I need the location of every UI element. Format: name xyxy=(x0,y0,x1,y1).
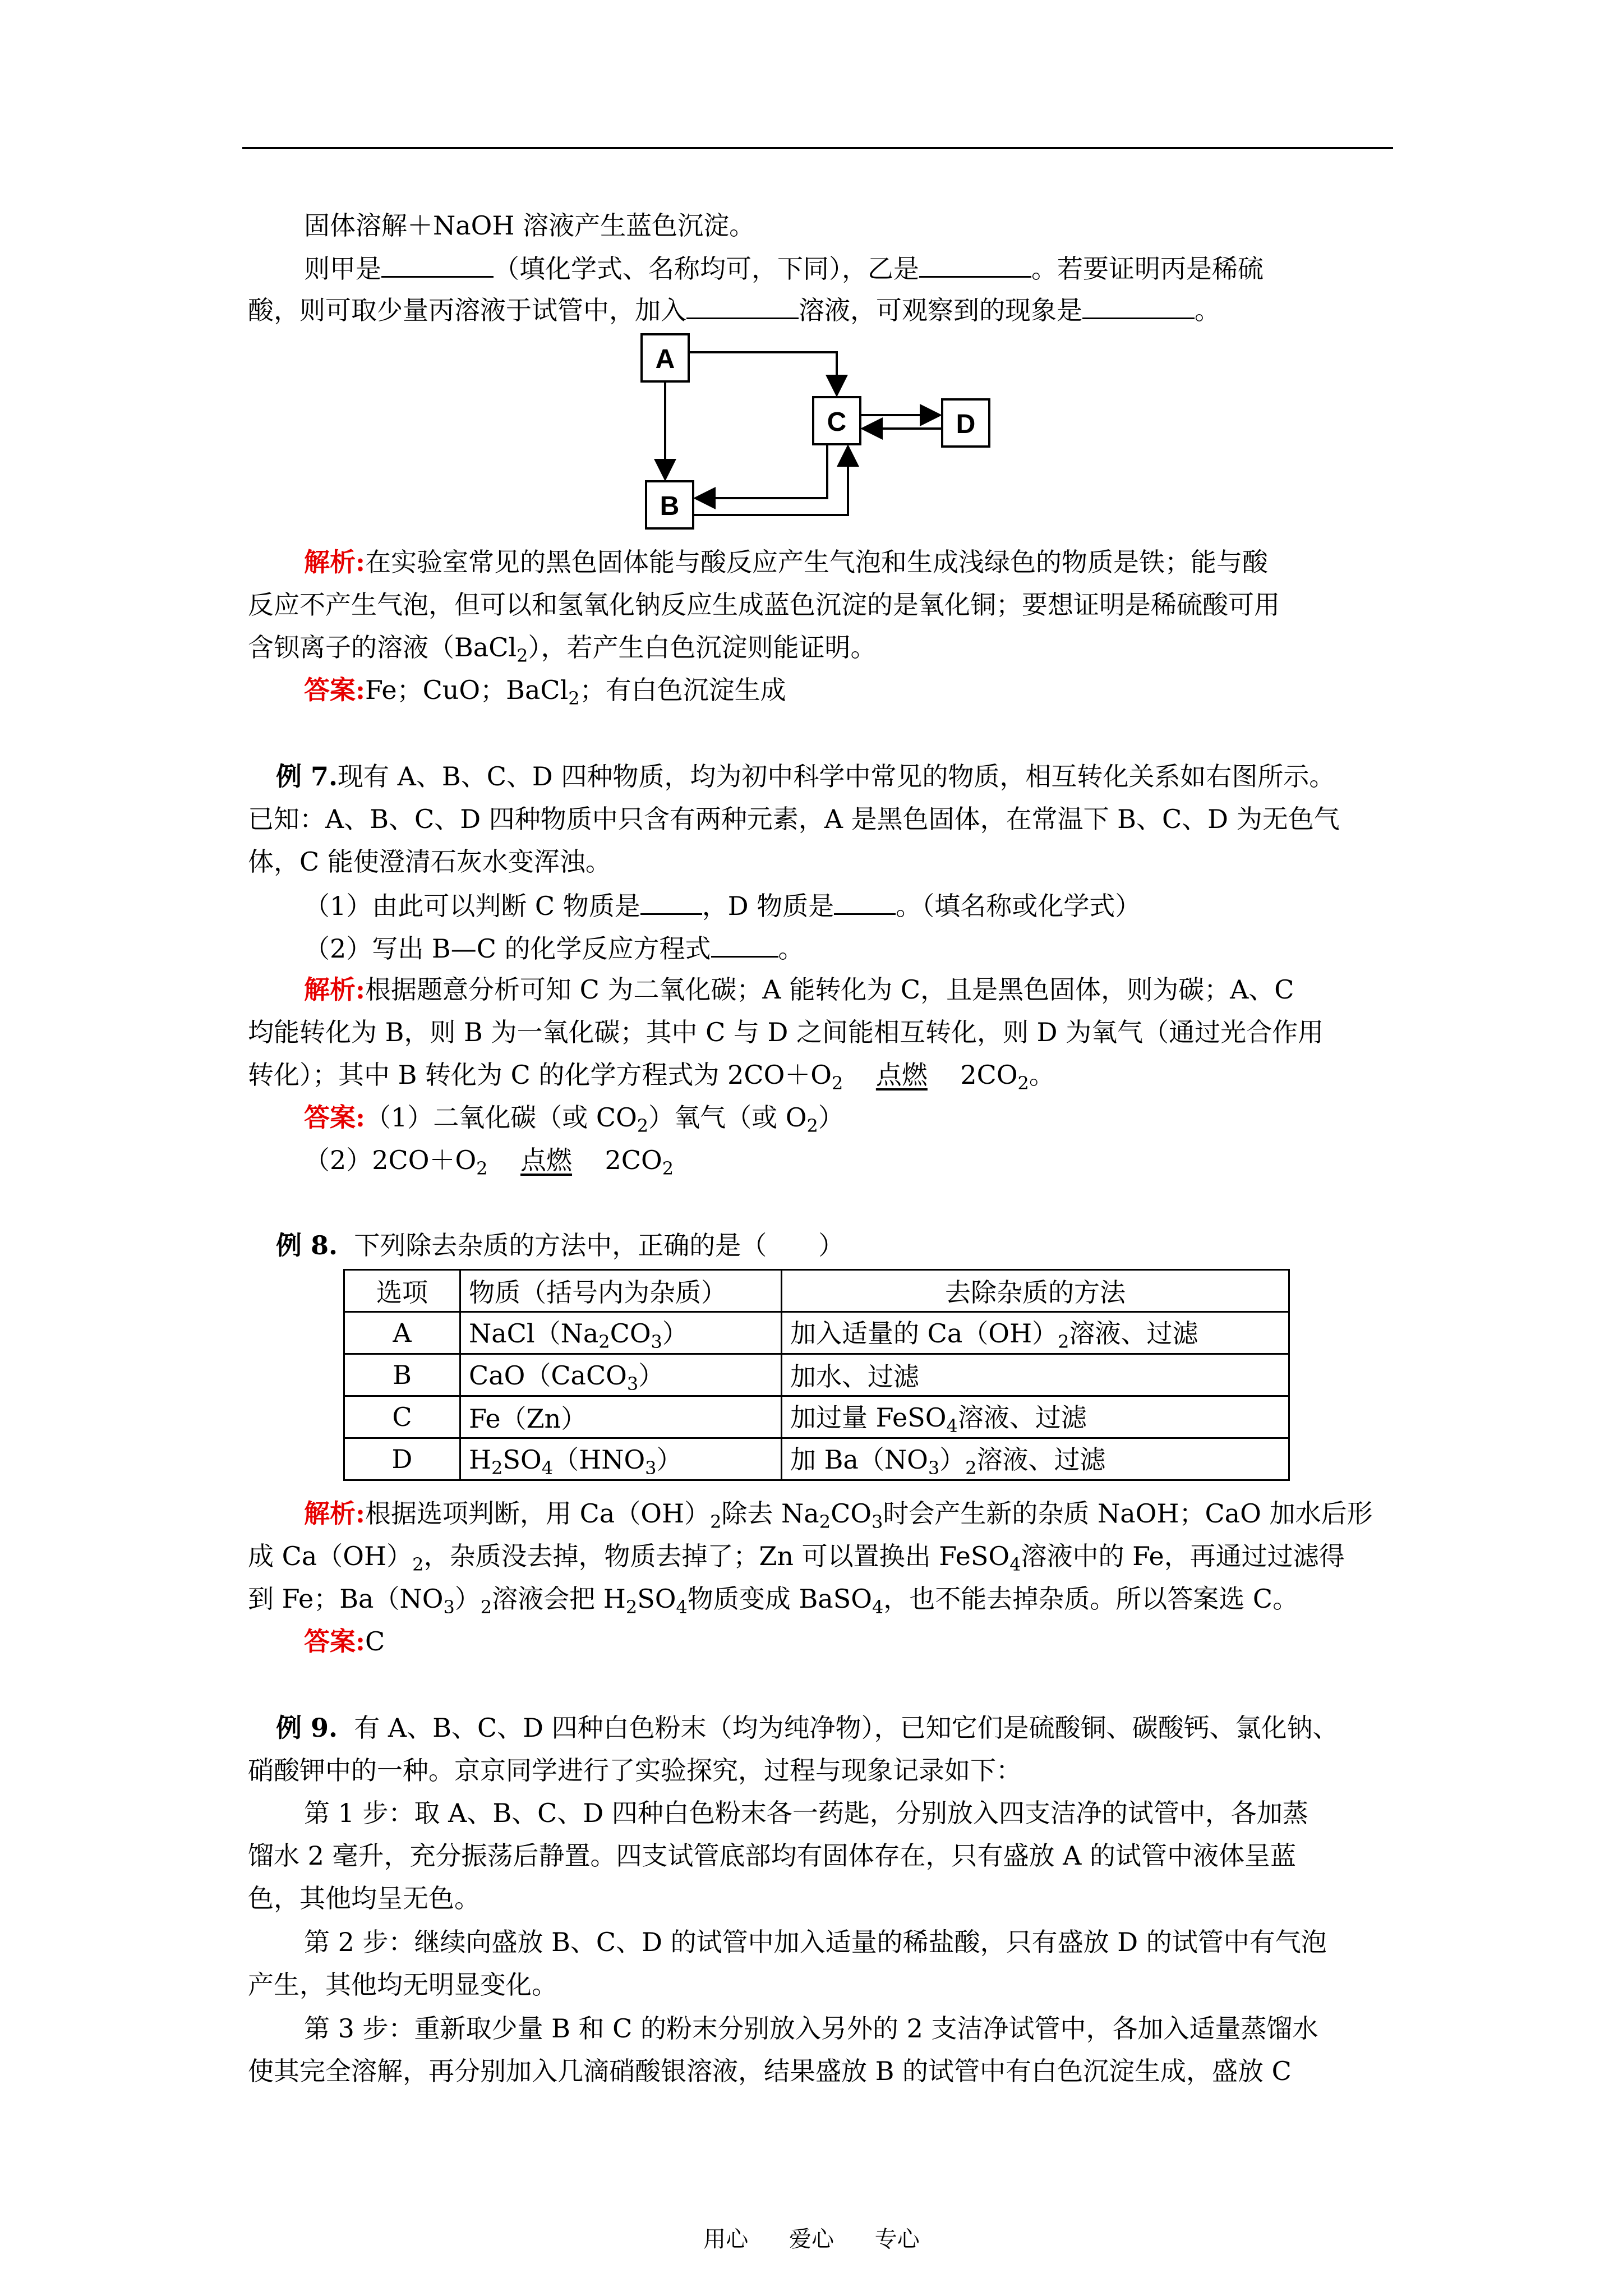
step-line: 使其完全溶解，再分别加入几滴硝酸银溶液，结果盛放 B 的试管中有白色沉淀生成，盛放 C xyxy=(248,2056,1292,2086)
label-c: C xyxy=(827,407,847,437)
answer-blank xyxy=(640,887,702,915)
label-d: D xyxy=(956,409,976,439)
question-line: （2）写出 B—C 的化学反应方程式 。 xyxy=(304,930,1392,965)
answer-blank xyxy=(834,887,896,915)
table-row xyxy=(344,1396,1289,1438)
answer-blank xyxy=(381,250,494,278)
table-header: 物质（括号内为杂质） xyxy=(460,1270,782,1312)
example-8-line: 例 8. 下列除去杂质的方法中，正确的是（ ） xyxy=(276,1230,845,1260)
table-cell: C xyxy=(344,1396,460,1438)
answer-line: $(2)2CO+O_2$ 点燃 $2CO_2$ xyxy=(304,1145,674,1179)
analysis-line: 解析:在实验室常见的黑色固体能与酸反应产生气泡和生成浅绿色的物质是铁；能与酸 xyxy=(304,547,1268,577)
analysis-line: 解析:根据题意分析可知 C 为二氧化碳；A 能转化为 C，且是黑色固体，则为碳；A、C xyxy=(304,974,1294,1005)
analysis-line: 含钡离子的溶液（BaCl$_2$），若产生白色沉淀则能证明。 xyxy=(248,632,877,666)
step-line: 第 2 步：继续向盛放 B、C、D 的试管中加入适量的稀盐酸，只有盛放 D 的试管中有气泡 xyxy=(304,1927,1327,1957)
text-line: 固体溶解＋NaOH 溶液产生蓝色沉淀。 xyxy=(304,210,755,241)
table-row xyxy=(344,1354,1289,1396)
answer-blank xyxy=(686,292,799,319)
arrow-c-to-b xyxy=(698,444,827,498)
table-cell: Fe（Zn） xyxy=(460,1396,782,1438)
step-line: 馏水 2 毫升，充分振荡后静置。四支试管底部均有固体存在，只有盛放 A 的试管中液体呈蓝 xyxy=(248,1841,1296,1871)
example-7-line: 例 7.现有 A、B、C、D 四种物质，均为初中科学中常见的物质，相互转化关系如右图所示。 xyxy=(276,761,1335,792)
answer-blank xyxy=(711,930,778,958)
example-9-line: 例 9. 有 A、B、C、D 四种白色粉末（均为纯净物），已知它们是硫酸铜、碳酸钙、氯化钠、 xyxy=(276,1713,1339,1743)
step-line: 产生，其他均无明显变化。 xyxy=(248,1970,557,2000)
table-cell: 加过量 FeSO$_4$溶液、过滤 xyxy=(782,1396,1289,1438)
arrow-a-to-c xyxy=(689,352,837,393)
table-row xyxy=(344,1270,1289,1312)
table-row xyxy=(344,1312,1289,1354)
answer-line: 答案:Fe；CuO；BaCl$_2$；有白色沉淀生成 xyxy=(304,675,786,709)
header-rule xyxy=(242,147,1393,149)
label-a: A xyxy=(655,344,675,374)
answer-blank xyxy=(919,250,1031,278)
analysis-line: 反应不产生气泡，但可以和氢氧化钠反应生成蓝色沉淀的是氧化铜；要想证明是稀硫酸可用 xyxy=(248,590,1280,620)
step-line: 第 1 步：取 A、B、C、D 四种白色粉末各一药匙，分别放入四支洁净的试管中，各加蒸 xyxy=(304,1798,1308,1828)
arrow-b-to-c xyxy=(693,449,848,515)
analysis-line: 转化）；其中 B 转化为 C 的化学方程式为 $2CO+O_2$ 点燃 $2CO_2$。 xyxy=(248,1060,1055,1094)
answer-line: 答案:（1）二氧化碳（或 $CO_2$）氧气（或 $O_2$） xyxy=(304,1102,844,1137)
step-line: 第 3 步：重新取少量 B 和 C 的粉末分别放入另外的 2 支洁净试管中，各加入适量蒸馏水 xyxy=(304,2013,1318,2044)
question-line: 酸，则可取少量丙溶液于试管中，加入 溶液，可观察到的现象是 。 xyxy=(248,292,1392,327)
table-cell: 加入适量的 $Ca(OH)_2$溶液、过滤 xyxy=(782,1312,1289,1354)
example-9-line: 硝酸钾中的一种。京京同学进行了实验探究，过程与现象记录如下： xyxy=(248,1755,1022,1786)
answer-blank xyxy=(1082,292,1195,319)
example-7-line: 体，C 能使澄清石灰水变浑浊。 xyxy=(248,846,611,877)
table-cell: CaO（CaCO$_3$） xyxy=(460,1354,782,1396)
answer-line: 答案:C xyxy=(304,1626,385,1657)
analysis-line: 到 Fe；$Ba(NO_3)_2$溶液会把 $H_2SO_4$物质变成 BaSO$_4$，也不能去掉杂质。所以答案选 C。 xyxy=(248,1584,1299,1618)
table-row xyxy=(344,1438,1289,1480)
question-line: 则甲是 （填化学式、名称均可，下同），乙是 。若要证明丙是稀硫 xyxy=(304,250,1392,286)
analysis-line: 解析:根据选项判断，用 $Ca(OH)_2$除去 $Na_2CO_3$时会产生新的杂质 NaOH；CaO 加水后形 xyxy=(304,1498,1373,1533)
table-cell: A xyxy=(344,1312,460,1354)
example-7-line: 已知：A、B、C、D 四种物质中只含有两种元素，A 是黑色固体，在常温下 B、C、D 为无色气 xyxy=(248,804,1340,834)
step-line: 色，其他均呈无色。 xyxy=(248,1883,480,1913)
table-cell: B xyxy=(344,1354,460,1396)
conversion-diagram xyxy=(628,330,1009,543)
analysis-line: 均能转化为 B，则 B 为一氧化碳；其中 C 与 D 之间能相互转化，则 D 为氧气（通过光合作用 xyxy=(248,1017,1324,1047)
analysis-line: 成 $Ca(OH)_2$，杂质没去掉，物质去掉了；Zn 可以置换出 FeSO$_4$溶液中的 Fe，再通过过滤得 xyxy=(248,1541,1345,1575)
table-cell: 加 $Ba(NO_3)_2$溶液、过滤 xyxy=(782,1438,1289,1480)
question-line: （1）由此可以判断 C 物质是 ，D 物质是 。（填名称或化学式） xyxy=(304,887,1392,923)
options-table xyxy=(343,1269,1290,1481)
table-header: 去除杂质的方法 xyxy=(782,1270,1289,1312)
label-b: B xyxy=(660,491,680,521)
table-header: 选项 xyxy=(344,1270,460,1312)
table-cell: $NaCl(Na_2CO_3)$ xyxy=(460,1312,782,1354)
table-cell: 加水、过滤 xyxy=(782,1354,1289,1396)
table-cell: $H_2SO_4(HNO_3)$ xyxy=(460,1438,782,1480)
table-cell: D xyxy=(344,1438,460,1480)
page-footer: 用心 爱心 专心 xyxy=(703,2226,920,2252)
